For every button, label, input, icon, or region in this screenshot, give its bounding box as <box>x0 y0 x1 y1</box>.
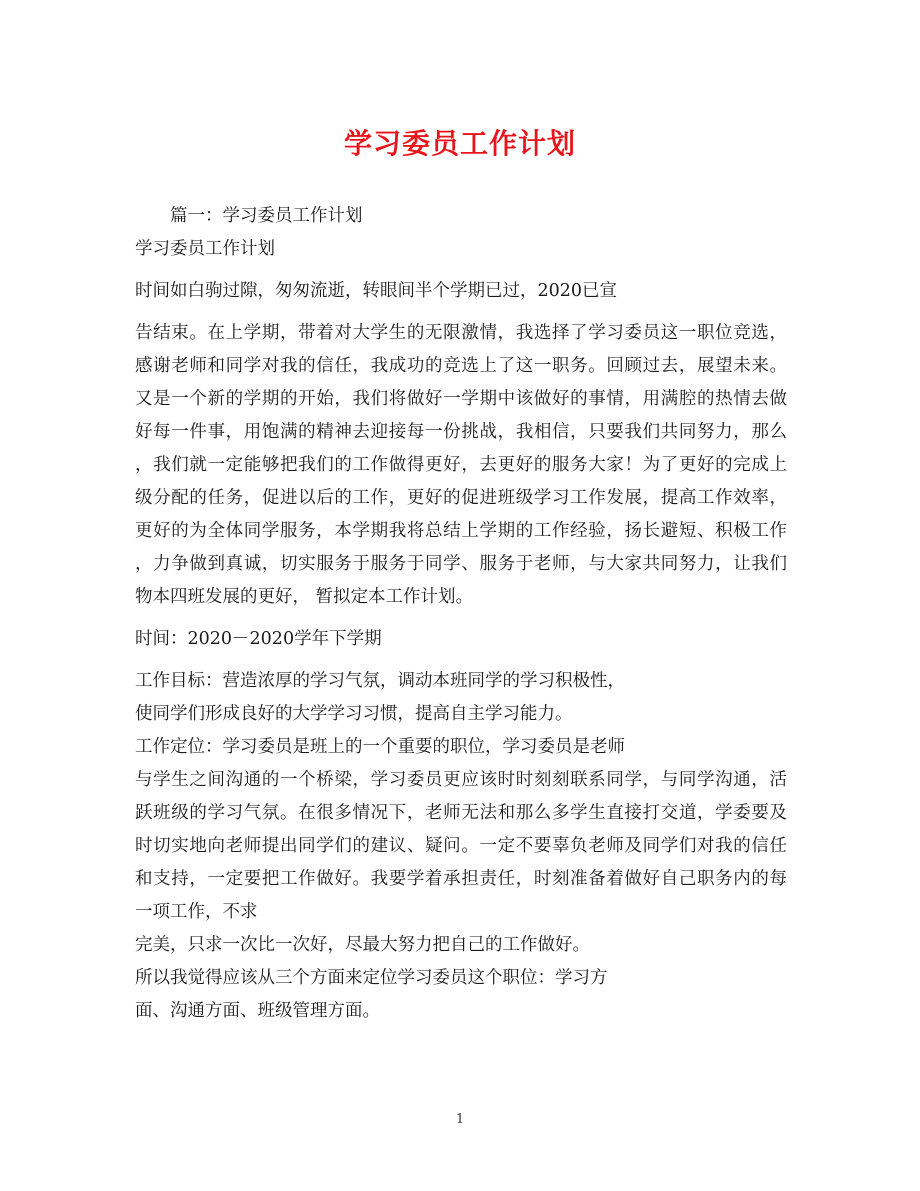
paragraph-line: 告结束。在上学期，带着对大学生的无限激情，我选择了学习委员这一职位竞选， <box>135 323 787 343</box>
paragraph-line: 时间：2020－2020学年下学期 <box>135 629 382 649</box>
paragraph-line: 物本四班发展的更好， 暂拟定本工作计划。 <box>135 587 474 607</box>
section-heading: 篇一：学习委员工作计划 <box>170 206 363 226</box>
document-title: 学习委员工作计划 <box>343 127 576 160</box>
paragraph-line: 和支持，一定要把工作做好。我要学着承担责任，时刻准备着做好自己职务内的每 <box>135 869 787 889</box>
paragraph-line: 又是一个新的学期的开始，我们将做好一学期中该做好的事情，用满腔的热情去做 <box>135 389 787 409</box>
paragraph-line: 一项工作，不求 <box>135 902 258 922</box>
paragraph-line: 使同学们形成良好的大学学习习惯，提高自主学习能力。 <box>135 704 573 724</box>
paragraph-line: 所以我觉得应该从三个方面来定位学习委员这个职位：学习方 <box>135 968 608 988</box>
paragraph-line: 工作目标：营造浓厚的学习气氛，调动本班同学的学习积极性， <box>135 671 625 691</box>
page-number: 1 <box>455 1112 465 1127</box>
paragraph-line: 面、沟通方面、班级管理方面。 <box>135 1001 380 1021</box>
paragraph-line: 与学生之间沟通的一个桥梁，学习委员更应该时时刻刻联系同学，与同学沟通，活 <box>135 770 787 790</box>
paragraph-line: 完美，只求一次比一次好，尽最大努力把自己的工作做好。 <box>135 935 590 955</box>
paragraph-line: 工作定位：学习委员是班上的一个重要的职位，学习委员是老师 <box>135 737 625 757</box>
paragraph-line: ，力争做到真诚，切实服务于服务于同学、服务于老师，与大家共同努力，让我们 <box>135 554 787 574</box>
document-body <box>135 200 787 1028</box>
paragraph-line: 时间如白驹过隙，匆匆流逝，转眼间半个学期已过，2020已宣 <box>135 281 618 301</box>
paragraph-line: 好每一件事，用饱满的精神去迎接每一份挑战，我相信，只要我们共同努力，那么 <box>135 422 787 442</box>
paragraph-line: 级分配的任务，促进以后的工作，更好的促进班级学习工作发展，提高工作效率， <box>135 488 787 508</box>
paragraph-line: ，我们就一定能够把我们的工作做得更好，去更好的服务大家！为了更好的完成上 <box>135 455 787 475</box>
paragraph-line: 更好的为全体同学服务，本学期我将总结上学期的工作经验，扬长避短、积极工作 <box>135 521 787 541</box>
subtitle-line: 学习委员工作计划 <box>135 239 275 259</box>
paragraph-line: 时切实地向老师提出同学们的建议、疑问。一定不要辜负老师及同学们对我的信任 <box>135 836 787 856</box>
paragraph-line: 感谢老师和同学对我的信任，我成功的竞选上了这一职务。回顾过去，展望未来。 <box>135 356 787 376</box>
paragraph-line: 跃班级的学习气氛。在很多情况下，老师无法和那么多学生直接打交道，学委要及 <box>135 803 787 823</box>
